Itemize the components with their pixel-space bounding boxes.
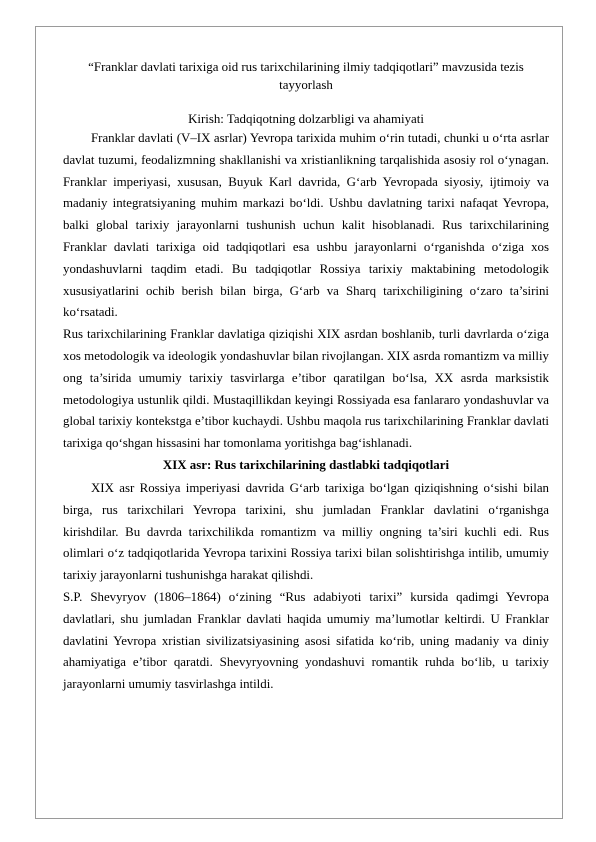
paragraph: Rus tarixchilarining Franklar davlatiga qiziqishi XIX asrdan boshlanib, turli davrlarda o‘ziga xos metodologik va ideologik yondashuvlar bilan rivojlangan. XIX asrda romantizm va milliy ong ta’sirida umumiy tarixiy tasvirlarga e’tibor qaratilgan bo‘lsa, XX asrda marksistik metodologiya ustunlik qildi. Mustaqillikdan keyingi Rossiyada esa fanlararo yondashuvlar va global tarixiy kontekstga e’tibor kuchaydi. Ushbu maqola rus tarixchilarining Franklar davlati tarixiga qo‘shgan hissasini har tomonlama yoritishga bag‘ishlanadi. [63,327,549,451]
paragraph: S.P. Shevyryov (1806–1864) o‘zining “Rus adabiyoti tarixi” kursida qadimgi Yevropa davlatlari, shu jumladan Franklar davlati haqida umumiy ma’lumotlar keltirdi. U Franklar davlatini Yevropa xristian sivilizatsiyasining asosi sifatida ko‘rib, uning madaniy va diniy ahamiyatiga e’tibor qaratdi. Shevyryovning yondashuvi romantik ruhda bo‘lib, u tarixiy jarayonlarni umumiy tasvirlashga intildi. [63,589,549,692]
paragraph: Franklar davlati (V–IX asrlar) Yevropa tarixida muhim o‘rin tutadi, chunki u o‘rta asrlar davlat tuzumi, feodalizmning shakllanishi va xristianlikning tarqalishida asosiy rol o‘ynagan. Franklar imperiyasi, xususan, Buyuk Karl davrida, G‘arb Yevropada siyosiy, ijtimoiy va madaniy integratsiyaning muhim markazi bo‘ldi. Ushbu davlatning tarixi nafaqat Yevropa, balki global tarixiy jarayonlarni tushunish uchun kalit hisoblanadi. Rus tarixchilarining Franklar davlati tarixiga oid tadqiqotlari esa ushbu jarayonlarni o‘rganishda o‘ziga xos yondashuvlarni taqdim etadi. Bu tadqiqotlar Rossiya tarixiy maktabining metodologik xususiyatlarini ochib berish bilan birga, G‘arb va Sharq tarixchiligining o‘zaro ta’sirini ko‘rsatadi. [63,131,549,320]
section-heading-introduction: Kirish: Tadqiqotning dolzarbligi va ahamiyati [188,112,424,126]
document-title: “Franklar davlati tarixiga oid rus tarixchilarining ilmiy tadqiqotlari” mavzusida tezis tayyorlash [88,60,524,92]
paragraph: XIX asr Rossiya imperiyasi davrida G‘arb tarixiga bo‘lgan qiziqishning o‘sishi bilan birga, rus tarixchilari Yevropa tarixini, shu jumladan Franklar davlatini o‘rganishga kirishdilar. Bu davrda tarixchilikda romantizm va milliy ongning ta’siri kuchli edi. Rus olimlari o‘z tadqiqotlarida Yevropa tarixini Rossiya tarixi bilan solishtirishga intilib, umumiy tarixiy jarayonlarni tushunishga harakat qilishdi. [63,480,549,583]
document-body [63,58,549,696]
section-heading-19th-century: XIX asr: Rus tarixchilarining dastlabki tadqiqotlari [162,457,450,472]
